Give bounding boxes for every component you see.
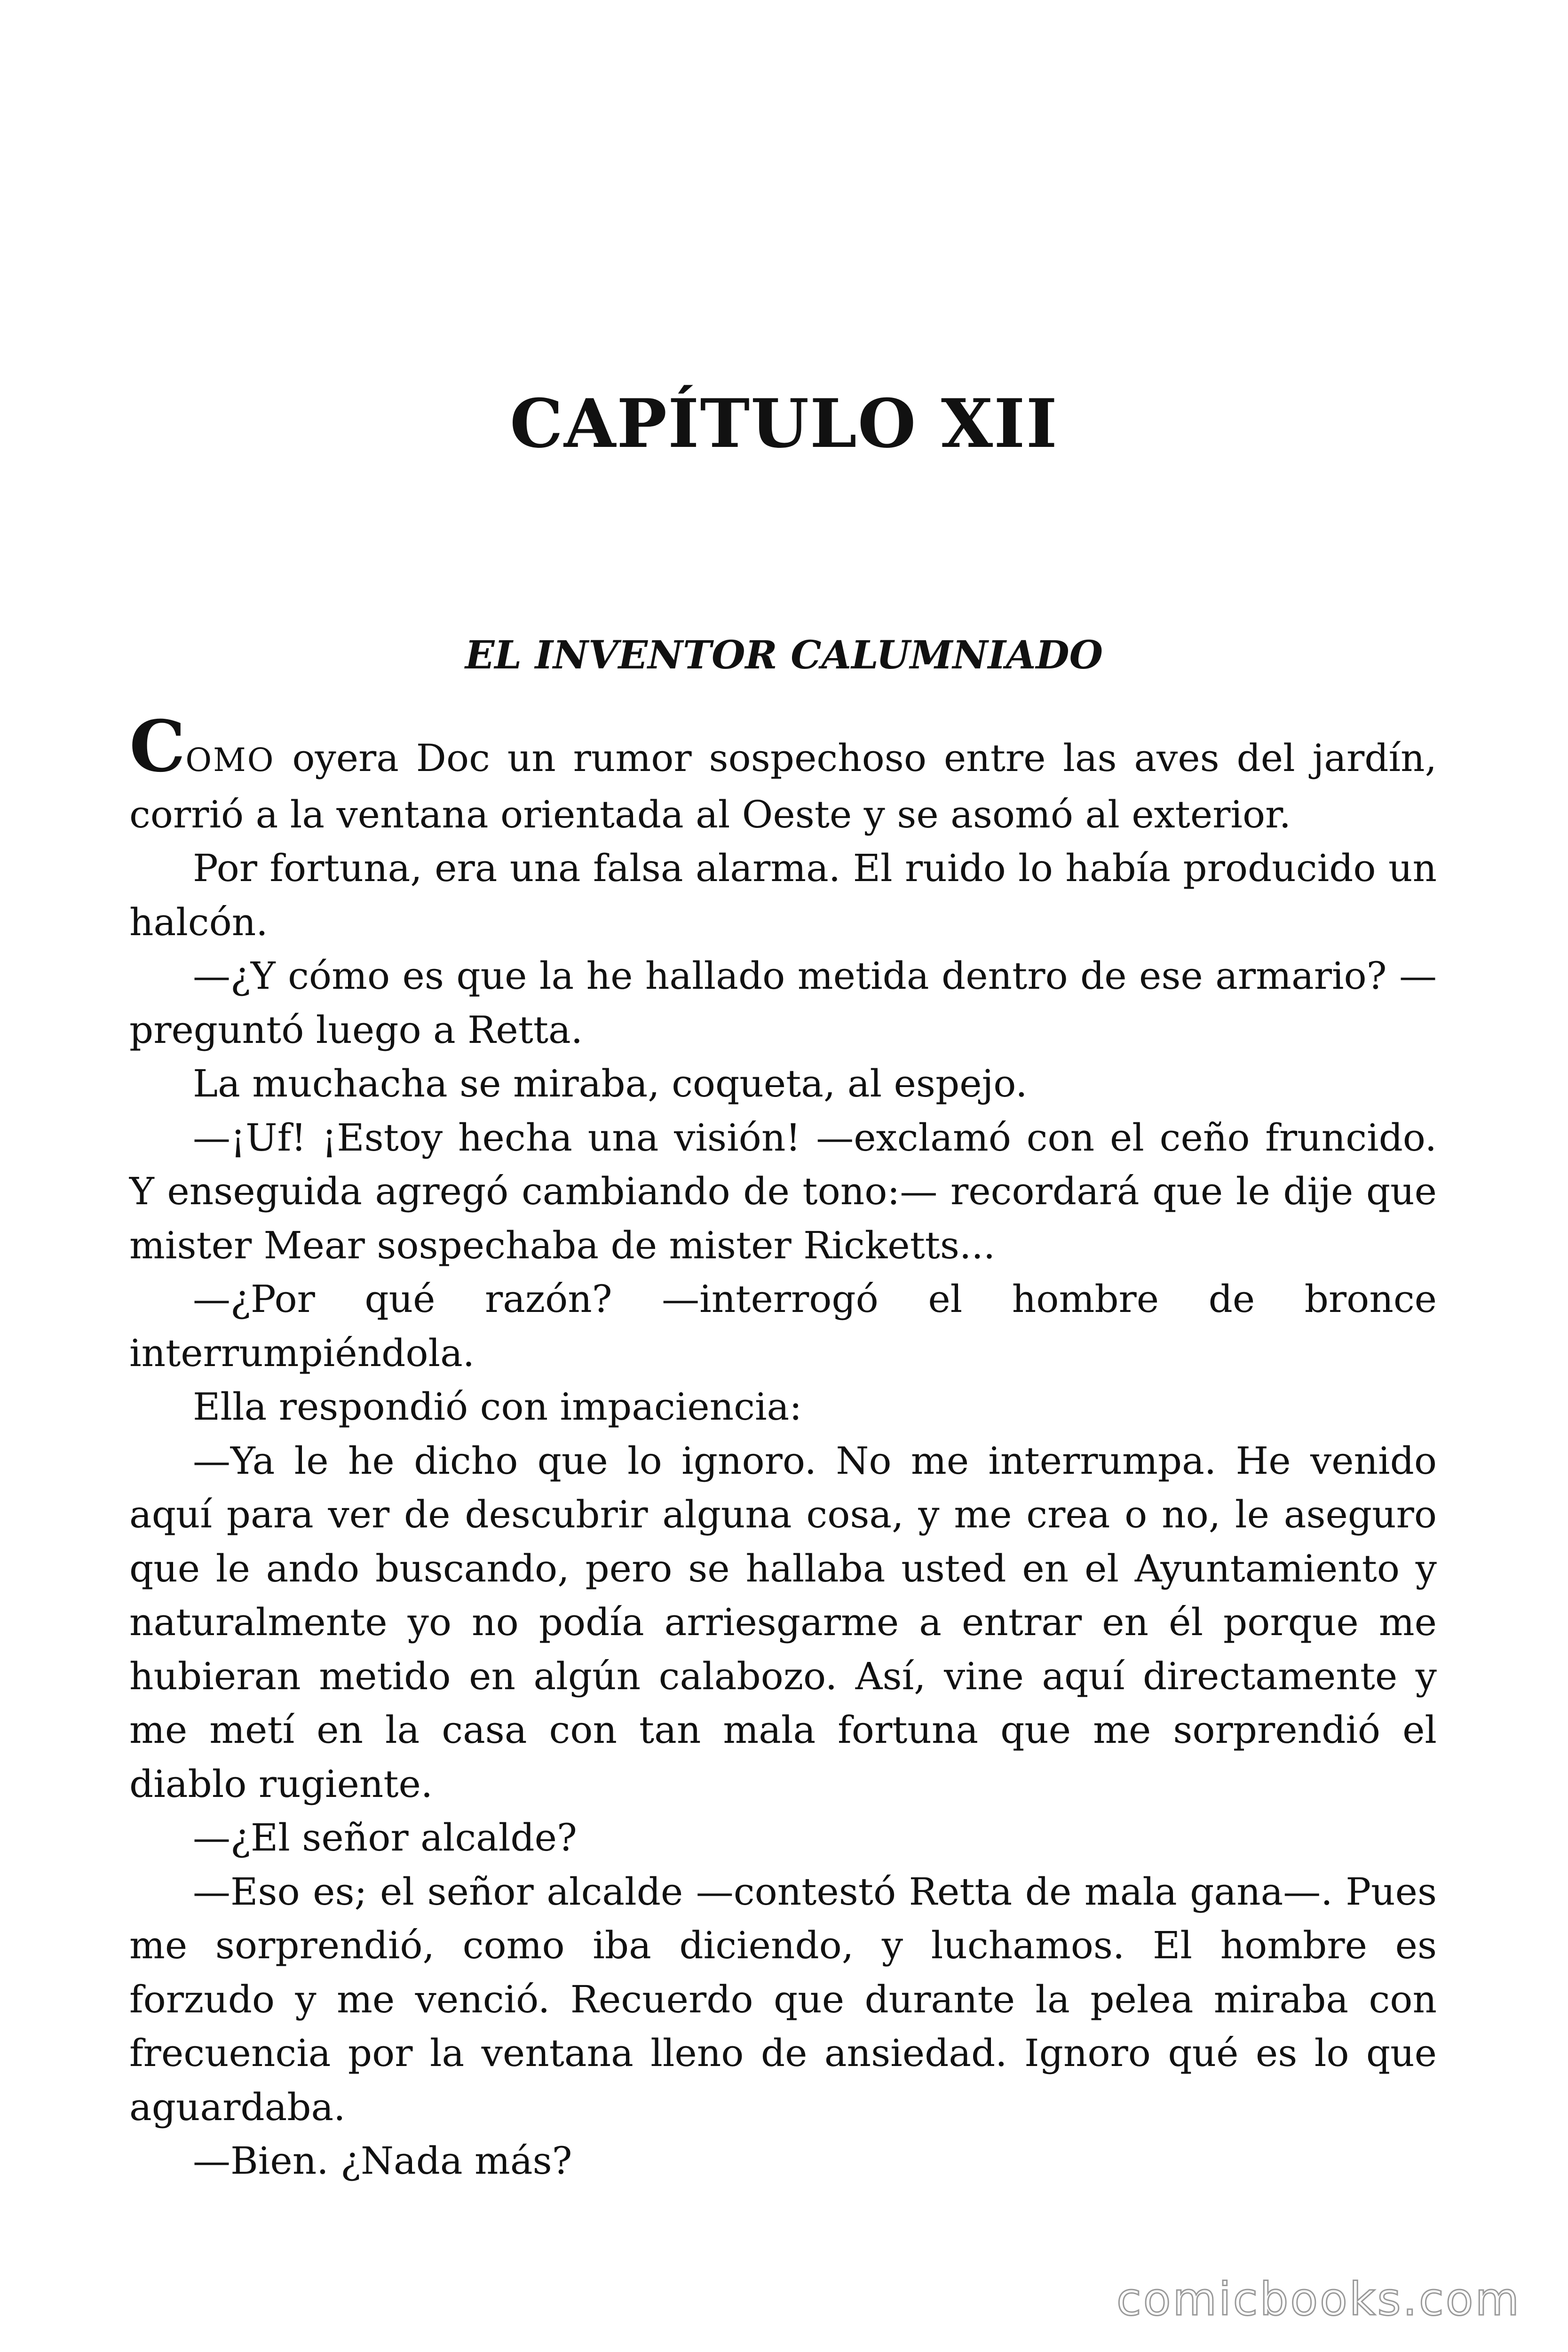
paragraph: —¿Por qué razón? —interrogó el hombre de bronce interrumpiéndola. [129, 1277, 1437, 1375]
paragraph: —Ya le he dicho que lo ignoro. No me interrumpa. He venido aquí para ver de descubrir alguna cosa, y me crea o no, le aseguro que le ando buscando, pero se hallaba usted en el Ayuntamiento y naturalmente yo no podía arriesgarme a entrar en él porque me hubieran metido en algún calabozo. Así, vine aquí directamente y me metí en la casa con tan mala fortuna que me sorprendió el diablo rugiente. [129, 1438, 1437, 1806]
paragraph: Por fortuna, era una falsa alarma. El ruido lo había producido un halcón. [129, 846, 1437, 944]
drop-cap: C [129, 705, 186, 788]
paragraph: Ella respondió con impaciencia: [193, 1385, 802, 1429]
opening-paragraph [129, 705, 1437, 842]
watermark: comicbooks.com [1116, 2273, 1521, 2326]
paragraph: —¿El señor alcalde? [193, 1816, 577, 1859]
paragraph: La muchacha se miraba, coqueta, al espejo. [193, 1062, 1028, 1105]
paragraph: —¡Uf! ¡Estoy hecha una visión! —exclamó con el ceño fruncido. Y enseguida agregó cambiando de tono:— recordará que le dije que mister Mear sospechaba de mister Ricketts... [129, 1115, 1437, 1267]
chapter-title: CAPÍTULO XII [510, 385, 1058, 463]
body-text [129, 705, 1437, 2188]
paragraph: —Eso es; el señor alcalde —contestó Retta de mala gana—. Pues me sorprendió, como iba diciendo, y luchamos. El hombre es forzudo y me venció. Recuerdo que durante la pelea miraba con frecuencia por la ventana lleno de ansiedad. Ignoro qué es lo que aguardaba. [129, 1869, 1437, 2129]
opening-text: oyera Doc un rumor sospechoso entre las aves del jardín, corrió a la ventana orientada al Oeste y se asomó al exterior. [129, 736, 1437, 836]
paragraph: —Bien. ¿Nada más? [193, 2139, 572, 2183]
opening-smallcaps: OMO [185, 742, 275, 779]
chapter-subtitle: EL INVENTOR CALUMNIADO [465, 633, 1103, 678]
paragraph: —¿Y cómo es que la he hallado metida dentro de ese armario? —preguntó luego a Retta. [129, 954, 1437, 1052]
